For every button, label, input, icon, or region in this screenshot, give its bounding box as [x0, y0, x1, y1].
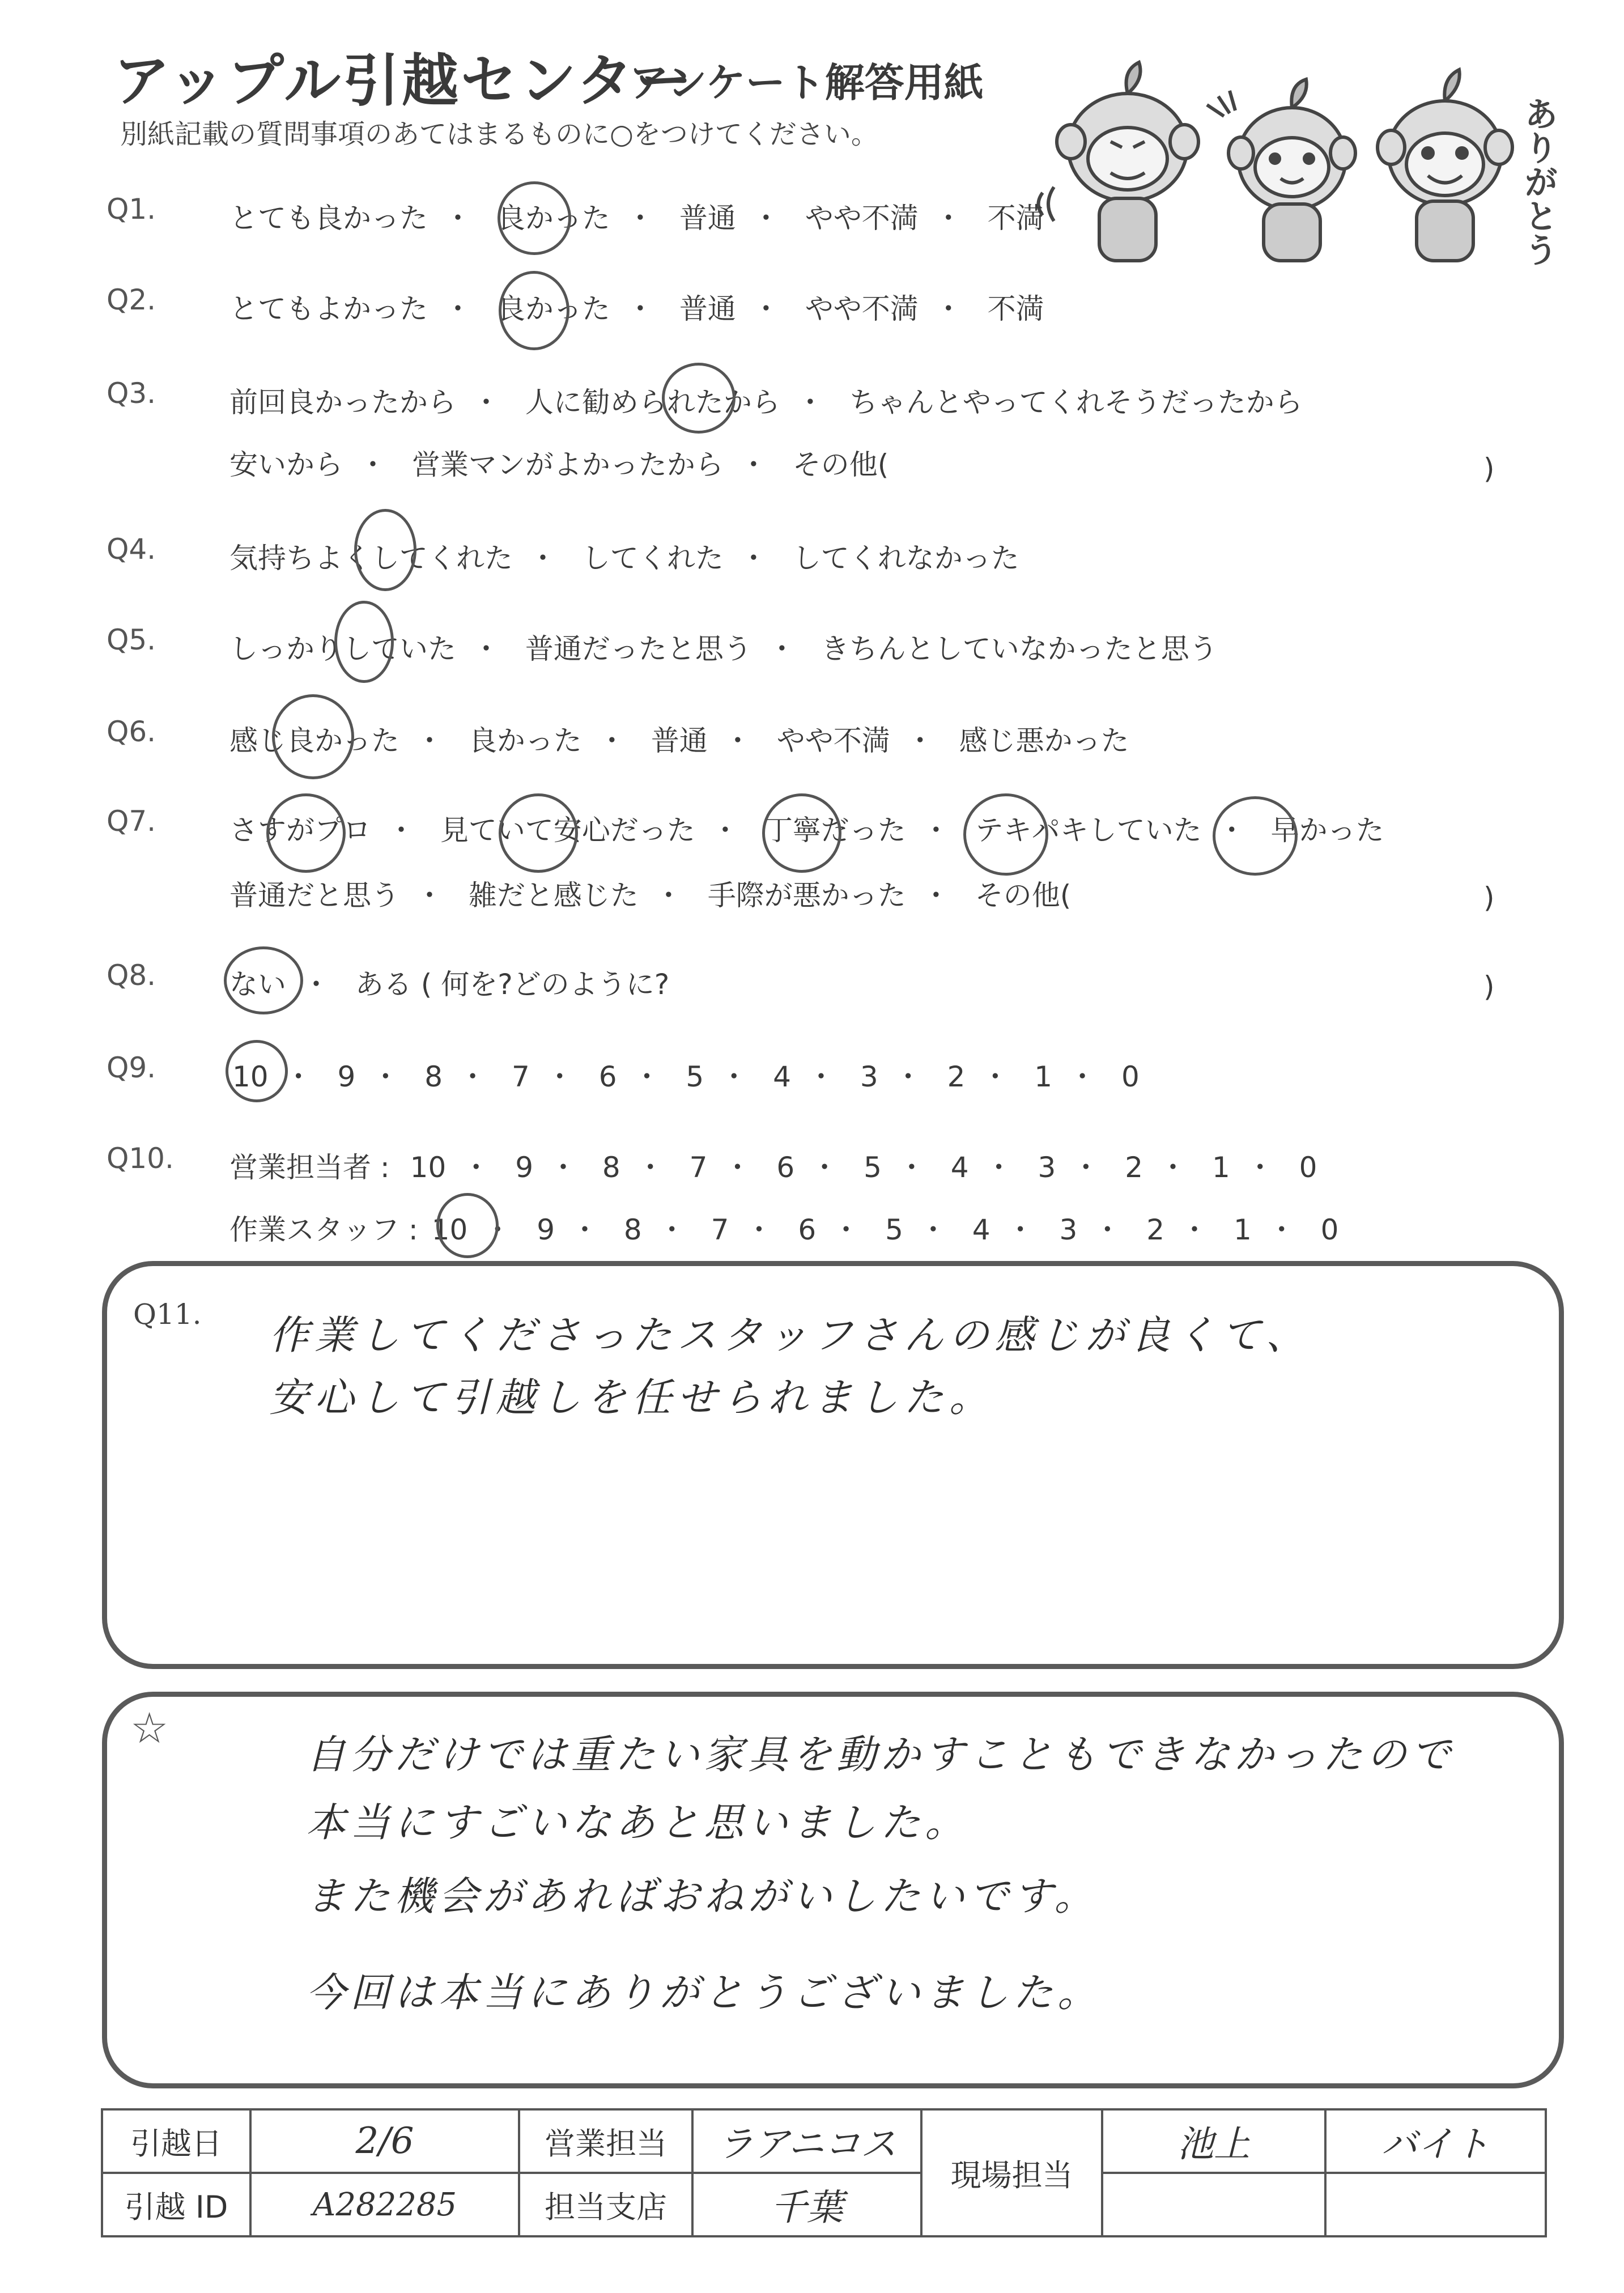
q3-option[interactable]: その他( [792, 448, 889, 481]
q7-options-line2: 普通だと思う ・ 雑だと感じた ・ 手際が悪かった ・ その他( [229, 879, 1072, 912]
form-title: アンケート解答用紙 [629, 60, 984, 106]
q2-label: Q2. [107, 283, 156, 316]
q10-staff-option[interactable]: 10 [431, 1213, 468, 1246]
q6-option[interactable]: 感じ悪かった [959, 724, 1129, 757]
move-date-value[interactable]: 2/6 [250, 2109, 519, 2173]
q10-staff-option[interactable]: 5 [885, 1213, 903, 1246]
q10-sales-option[interactable]: 3 [1038, 1151, 1056, 1184]
q7-circle-pro [266, 793, 346, 873]
q7-option[interactable]: 早かった [1270, 814, 1384, 847]
company-name: アップル引越センター [113, 48, 694, 114]
q7-circle-tekipaki [963, 793, 1048, 876]
q9-option[interactable]: 2 [947, 1060, 966, 1093]
q10-sales-options: 営業担当者 : 10 ・ 9 ・ 8 ・ 7 ・ 6 ・ 5 ・ 4 ・ 3 ・ 2 ・ 1 ・ 0 [229, 1151, 1317, 1184]
q1-label: Q1. [107, 193, 156, 226]
q8-options: ない ・ ある ( 何を?どのように? [229, 968, 670, 1001]
q10-sales-option[interactable]: 10 [410, 1151, 447, 1184]
q7-option[interactable]: 見ていて安心だった [440, 814, 695, 847]
q7-circle-anshin [499, 793, 578, 873]
q3-option[interactable]: 人に勧められたから [525, 386, 780, 419]
q4-option[interactable]: 気持ちよくしてくれた [229, 542, 513, 575]
q6-label: Q6. [107, 715, 156, 748]
q5-options: しっかりしていた ・ 普通だったと思う ・ きちんとしていなかったと思う [229, 632, 1218, 665]
monkey-right [1378, 70, 1512, 261]
q7-circle-teinei [762, 793, 841, 873]
q3-selected-circle [662, 363, 736, 434]
q8-option[interactable]: ある ( 何を?どのように? [355, 968, 670, 1001]
site-staff-value-1[interactable]: 池上 [1102, 2109, 1325, 2173]
q10-staff-option[interactable]: 9 [537, 1213, 555, 1246]
q7-option[interactable]: 普通だと思う [229, 879, 399, 912]
q7-option[interactable]: 丁寧だった [764, 814, 906, 847]
q7-option[interactable]: 手際が悪かった [707, 879, 906, 912]
q10-staff-option[interactable]: 2 [1146, 1213, 1165, 1246]
q9-option[interactable]: 8 [424, 1060, 443, 1093]
q2-option[interactable]: とてもよかった [229, 292, 428, 325]
q7-label: Q7. [107, 805, 156, 838]
q6-option[interactable]: 良かった [468, 724, 582, 757]
q9-option[interactable]: 5 [686, 1060, 704, 1093]
q2-selected-circle [499, 271, 569, 350]
q10-staff-option[interactable]: 3 [1059, 1213, 1078, 1246]
q8-paren-close: ) [1483, 970, 1495, 1003]
q6-option[interactable]: やや不満 [776, 724, 890, 757]
q1-option[interactable]: とても良かった [229, 202, 428, 235]
move-date-label: 引越日 [102, 2109, 250, 2173]
q1-option[interactable]: 普通 [679, 202, 736, 235]
instructions: 別紙記載の質問事項のあてはまるものに○をつけてください。 [120, 118, 878, 150]
q1-option[interactable]: 不満 [987, 202, 1044, 235]
q10-staff-option[interactable]: 7 [711, 1213, 729, 1246]
branch-value[interactable]: 千葉 [692, 2173, 921, 2236]
q3-option[interactable]: 安いから [229, 448, 343, 481]
q9-option[interactable]: 4 [773, 1060, 791, 1093]
q6-option[interactable]: 普通 [651, 724, 708, 757]
q11-answer-line: 安心して引越しを任せられました。 [269, 1374, 994, 1421]
q3-option[interactable]: 前回良かったから [229, 386, 456, 419]
q8-option[interactable]: ない [229, 968, 286, 1001]
q4-label: Q4. [107, 533, 156, 566]
mascot-illustration [1031, 51, 1541, 266]
thanks-text: ありがとう [1519, 96, 1558, 266]
q10-sales-option[interactable]: 6 [776, 1151, 795, 1184]
q3-option[interactable]: 営業マンがよかったから [411, 448, 724, 481]
q10-staff-option[interactable]: 0 [1320, 1213, 1339, 1246]
q10-sales-option[interactable]: 8 [602, 1151, 620, 1184]
q10-sales-option[interactable]: 0 [1299, 1151, 1317, 1184]
site-staff-value-2[interactable]: バイト [1325, 2109, 1546, 2173]
q2-option[interactable]: 良かった [496, 292, 610, 325]
q11-label: Q11. [133, 1298, 202, 1331]
q9-option[interactable]: 6 [598, 1060, 617, 1093]
q9-option[interactable]: 0 [1121, 1060, 1140, 1093]
q10-sales-option[interactable]: 4 [950, 1151, 969, 1184]
q2-option[interactable]: やや不満 [805, 292, 919, 325]
q7-options-line1: さすがプロ ・ 見ていて安心だった ・ 丁寧だった ・ テキパキしていた ・ 早かった [229, 814, 1384, 847]
move-info-table [101, 2108, 1547, 2237]
q2-option[interactable]: 不満 [987, 292, 1044, 325]
q9-option[interactable]: 1 [1034, 1060, 1053, 1093]
q7-option[interactable]: 雑だと感じた [468, 879, 639, 912]
q9-option[interactable]: 9 [337, 1060, 356, 1093]
q1-option[interactable]: 良かった [496, 202, 610, 235]
q4-options: 気持ちよくしてくれた ・ してくれた ・ してくれなかった [229, 542, 1019, 575]
q1-option[interactable]: やや不満 [805, 202, 919, 235]
branch-label: 担当支店 [519, 2173, 692, 2236]
q10-label: Q10. [107, 1142, 174, 1175]
q10-sales-option[interactable]: 1 [1211, 1151, 1230, 1184]
q1-selected-circle [498, 181, 571, 255]
star-icon: ☆ [130, 1703, 169, 1753]
q3-paren-close: ) [1483, 452, 1495, 485]
q11-answer-line: 作業してくださったスタッフさんの感じが良くて、 [269, 1312, 1311, 1358]
q3-options-line1: 前回良かったから ・ 人に勧められたから ・ ちゃんとやってくれそうだったから [229, 386, 1303, 419]
site-staff-empty-1[interactable] [1102, 2173, 1325, 2236]
q5-label: Q5. [107, 623, 156, 656]
q4-selected-circle [354, 509, 416, 591]
comment-line: 今回は本当にありがとうございました。 [306, 1969, 1102, 2016]
q9-option[interactable]: 3 [860, 1060, 878, 1093]
move-id-value[interactable]: A282285 [250, 2173, 519, 2236]
q9-label: Q9. [107, 1051, 156, 1084]
q7-option[interactable]: さすがプロ [229, 814, 371, 847]
q10-staff-option[interactable]: 6 [798, 1213, 817, 1246]
q8-selected-circle [224, 946, 303, 1014]
q10-sales-label: 営業担当者 : [229, 1151, 390, 1184]
q9-option[interactable]: 10 [232, 1060, 269, 1093]
q6-options: 感じ良かった ・ 良かった ・ 普通 ・ やや不満 ・ 感じ悪かった [229, 724, 1129, 757]
q10-staff-selected-circle [436, 1193, 499, 1258]
site-staff-empty-2[interactable] [1325, 2173, 1546, 2236]
monkey-left [1039, 62, 1199, 261]
q3-options-line2: 安いから ・ 営業マンがよかったから ・ その他( [229, 448, 889, 481]
q10-staff-option[interactable]: 8 [623, 1213, 642, 1246]
q4-option[interactable]: してくれなかった [792, 542, 1019, 575]
q7-option[interactable]: テキパキしていた [975, 814, 1202, 847]
q5-option[interactable]: 普通だったと思う [525, 632, 752, 665]
q10-sales-option[interactable]: 5 [864, 1151, 882, 1184]
q7-circle-hayakatta [1213, 796, 1298, 876]
q7-paren-close: ) [1483, 881, 1495, 914]
move-id-label: 引越 ID [102, 2173, 250, 2236]
site-staff-label: 現場担当 [921, 2109, 1102, 2236]
comment-line: また機会があればおねがいしたいです。 [306, 1873, 1099, 1920]
q9-selected-circle [226, 1040, 288, 1102]
q1-options: とても良かった ・ 良かった ・ 普通 ・ やや不満 ・ 不満 [229, 202, 1044, 235]
q8-label: Q8. [107, 959, 156, 992]
q6-option[interactable]: 感じ良かった [229, 724, 399, 757]
q6-selected-circle [272, 694, 354, 779]
q5-option[interactable]: きちんとしていなかったと思う [820, 632, 1218, 665]
q10-staff-label: 作業スタッフ : [229, 1213, 418, 1246]
monkey-middle [1207, 79, 1355, 261]
q10-staff-option[interactable]: 1 [1233, 1213, 1252, 1246]
q2-option[interactable]: 普通 [679, 292, 736, 325]
q2-options: とてもよかった ・ 良かった ・ 普通 ・ やや不満 ・ 不満 [229, 292, 1044, 325]
q9-option[interactable]: 7 [511, 1060, 530, 1093]
q10-staff-options: 作業スタッフ : 10 ・ 9 ・ 8 ・ 7 ・ 6 ・ 5 ・ 4 ・ 3 ・ 2 ・ 1 ・ 0 [229, 1213, 1339, 1246]
q7-option[interactable]: その他( [975, 879, 1072, 912]
comment-line: 本当にすごいなあと思いました。 [306, 1799, 969, 1846]
q10-sales-option[interactable]: 9 [515, 1151, 533, 1184]
q9-options: 10 ・ 9 ・ 8 ・ 7 ・ 6 ・ 5 ・ 4 ・ 3 ・ 2 ・ 1 ・ 0 [232, 1060, 1140, 1093]
q10-sales-option[interactable]: 2 [1125, 1151, 1143, 1184]
q3-label: Q3. [107, 377, 156, 410]
comment-line: 自分だけでは重たい家具を動かすこともできなかったので [306, 1731, 1455, 1778]
q5-option[interactable]: しっかりしていた [229, 632, 456, 665]
q10-staff-option[interactable]: 4 [972, 1213, 990, 1246]
q4-option[interactable]: してくれた [581, 542, 724, 575]
q5-selected-circle [334, 601, 394, 683]
sales-rep-label: 営業担当 [519, 2109, 692, 2173]
q10-sales-option[interactable]: 7 [689, 1151, 708, 1184]
sales-rep-value[interactable]: ラアニコス [692, 2109, 921, 2173]
q3-option[interactable]: ちゃんとやってくれそうだったから [849, 386, 1303, 419]
